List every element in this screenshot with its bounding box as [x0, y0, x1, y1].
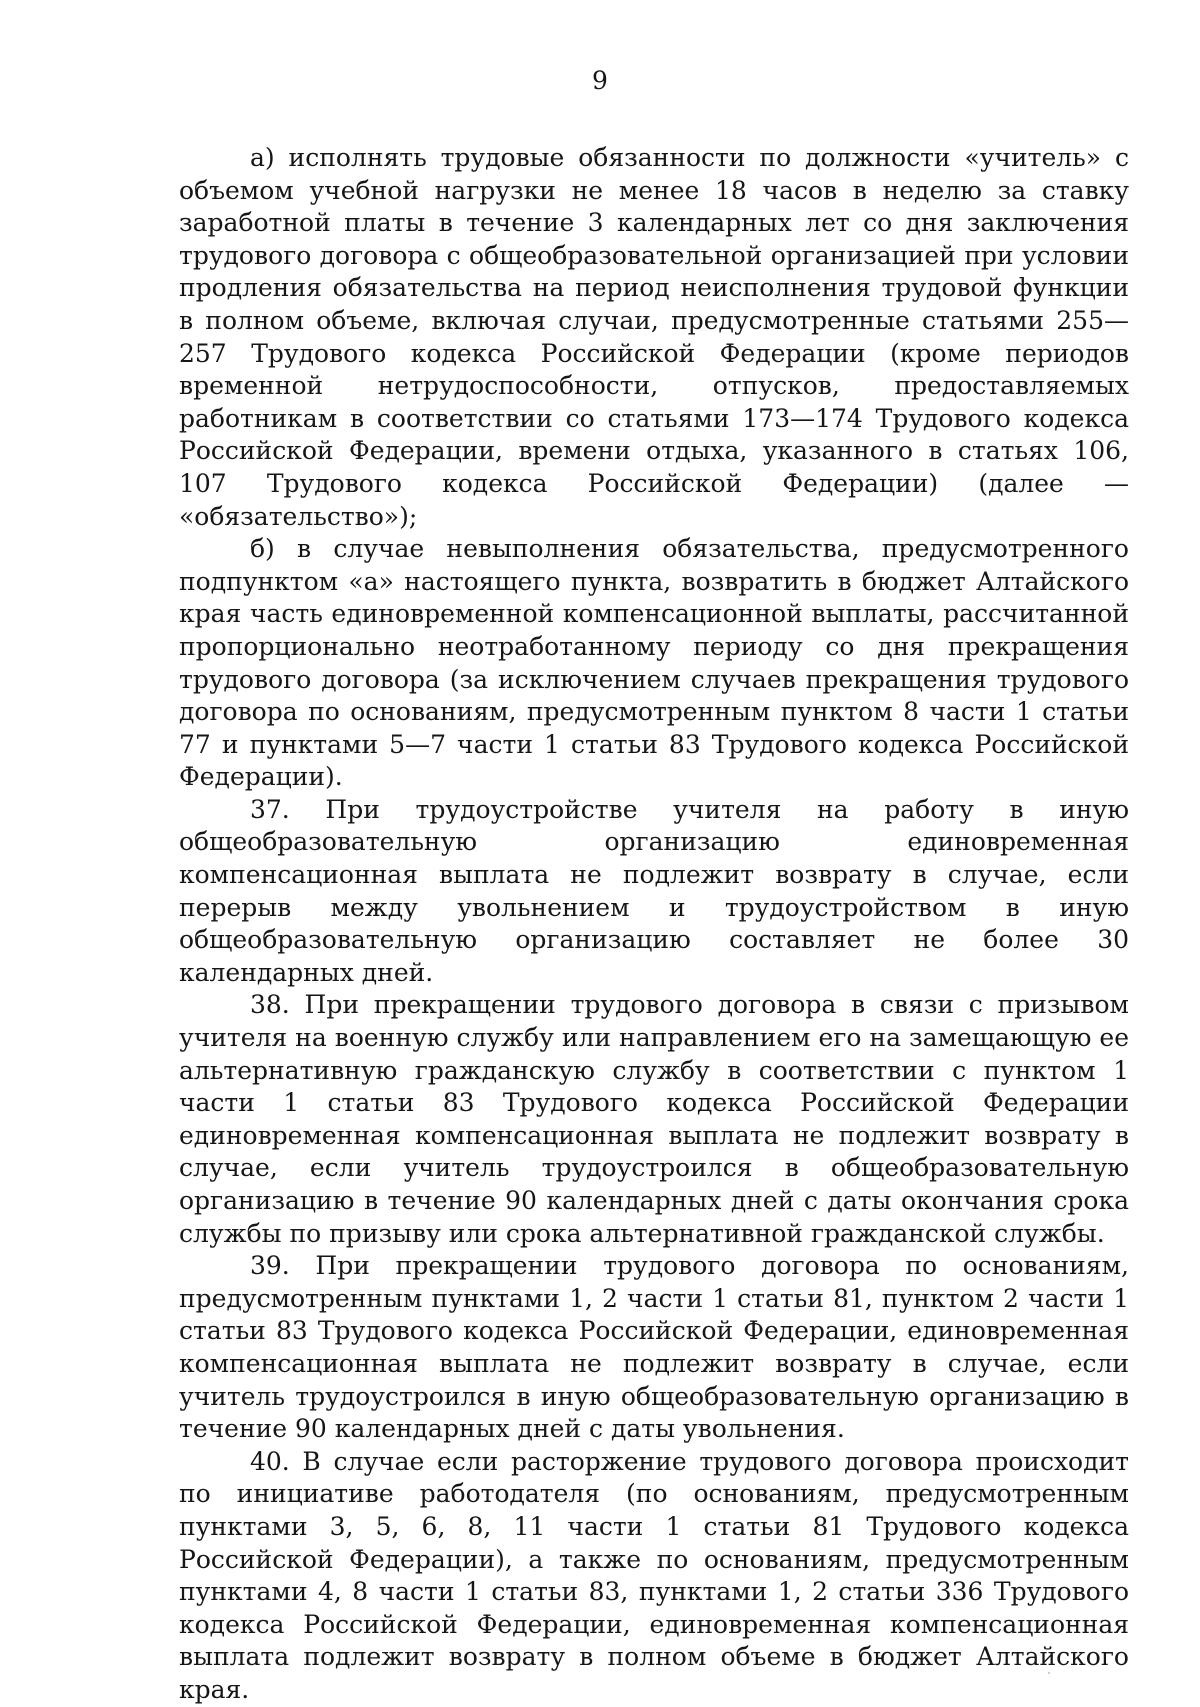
- paragraph-subitem-a: а) исполнять трудовые обязанности по должности «учитель» с объемом учебной нагрузки не менее 18 часов в неделю за ставку заработной платы в течение 3 календарных лет со дня заключения трудового договора с общеобразовательной организацией при условии продления обязательства на период неисполнения трудовой функции в полном объеме, включая случаи, предусмотренные статьями 255—257 Трудового кодекса Российской Федерации (кроме периодов временной нетрудоспособности, отпусков, предоставляемых работникам в соответствии со статьями 173—174 Трудового кодекса Российской Федерации, времени отдыха, указанного в статьях 106, 107 Трудового кодекса Российской Федерации) (далее — «обязательство»);: [179, 143, 1129, 531]
- paragraph-subitem-b: б) в случае невыполнения обязательства, предусмотренного подпунктом «а» настоящего пункта, возвратить в бюджет Алтайского края часть единовременной компенсационной выплаты, рассчитанной пропорционально неотработанному периоду со дня прекращения трудового договора (за исключением случаев прекращения трудового договора по основаниям, предусмотренным пунктом 8 части 1 статьи 77 и пунктами 5—7 части 1 статьи 83 Трудового кодекса Российской Федерации).: [179, 534, 1129, 792]
- document-body: [179, 142, 1129, 1707]
- scan-speck: [1048, 1672, 1050, 1674]
- paragraph-item-37: 37. При трудоустройстве учителя на работу в иную общеобразовательную организацию единовременная компенсационная выплата не подлежит возврату в случае, если перерыв между увольнением и трудоустройством в иную общеобразовательную организацию составляет не более 30 календарных дней.: [179, 794, 1129, 987]
- paragraph-item-40: 40. В случае если расторжение трудового договора происходит по инициативе работодателя (по основаниям, предусмотренным пунктами 3, 5, 6, 8, 11 части 1 статьи 81 Трудового кодекса Российской Федерации), а также по основаниям, предусмотренным пунктами 4, 8 части 1 статьи 83, пунктами 1, 2 статьи 336 Трудового кодекса Российской Федерации, единовременная компенсационная выплата подлежит возврату в полном объеме в бюджет Алтайского края.: [179, 1446, 1129, 1704]
- page-number: 9: [592, 66, 608, 95]
- paragraph-item-39: 39. При прекращении трудового договора по основаниям, предусмотренным пунктами 1, 2 части 1 статьи 81, пунктом 2 части 1 статьи 83 Трудового кодекса Российской Федерации, единовременная компенсационная выплата не подлежит возврату в случае, если учитель трудоустроился в иную общеобразовательную организацию в течение 90 календарных дней с даты увольнения.: [179, 1251, 1129, 1444]
- paragraph-item-38: 38. При прекращении трудового договора в связи с призывом учителя на военную службу или направлением его на замещающую ее альтернативную гражданскую службу в соответствии с пунктом 1 части 1 статьи 83 Трудового кодекса Российской Федерации единовременная компенсационная выплата не подлежит возврату в случае, если учитель трудоустроился в общеобразовательную организацию в течение 90 календарных дней с даты окончания срока службы по призыву или срока альтернативной гражданской службы.: [179, 990, 1129, 1248]
